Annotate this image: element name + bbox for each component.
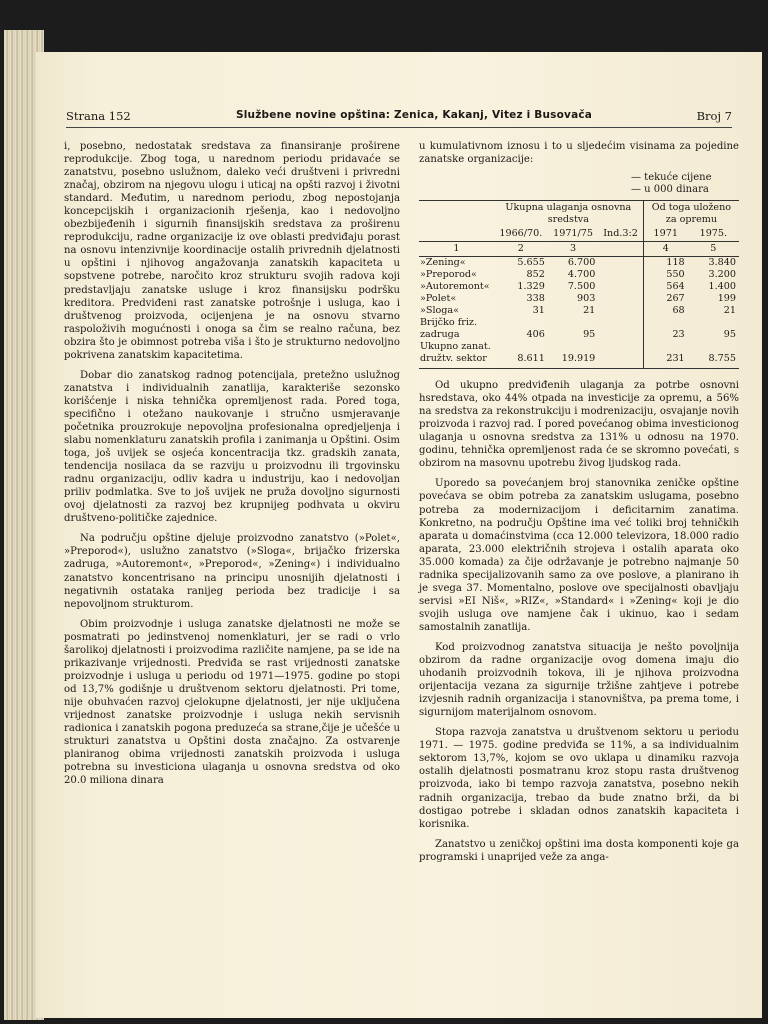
- cell: 550: [643, 269, 687, 281]
- row-label: družtv. sektor: [419, 353, 494, 369]
- cell: 231: [643, 353, 687, 369]
- cell: 903: [576, 293, 596, 305]
- cell: [598, 269, 643, 281]
- cell: 68: [643, 305, 687, 317]
- row-label: »Sloga«: [420, 305, 460, 317]
- cell: 8.611: [494, 353, 548, 369]
- group-header: Od toga uloženo za opremu: [643, 201, 739, 228]
- paragraph: Stopa razvoja zanatstva u društvenom sektoru u periodu 1971. — 1975. godine predviđa se 11%, a sa individualnim sektorom 13,7%, kojom se ovo uklapa u dinamiku razvoja ostalih djelatnosti posmatranu kroz stopu rasta društvenog proizvoda, iako bi tempo razvoja zanatstva, posebno nekih radnih organizacija, trebao da bude znatno brži, da bi dostigao potrebe i skladan odnos zanatskih kapaciteta i korisnika.: [419, 727, 739, 830]
- cell: [548, 317, 598, 329]
- paragraph: Uporedo sa povećanjem broj stanovnika zeničke opštine povećava se obim potreba za zanatskim uslugama, posebno potreba za modernizacijom i deficitarnim zanatima. Konkretno, na području Opštine ima već toliki broj tehničkih aparata u domaćinstvima (cca 12.000 televizora, 18.000 radio aparata, 23.000 električnih strojeva i ostalih aparata oko 35.000 komada) za čije održavanje je potrebno najmanje 50 radnika specijalizovanih samo za ove poslove, a planirano ih je svega 37. Momentalno, poslove ove specijalnosti obavljaju servisi »EI Niš«, »RIZ«, »Standard« i »Zening« koji je dio svojih usluga ove namjene čak i ukinuo, kao i sedam samostalnih zanatlija.: [419, 478, 739, 633]
- cell: 3.200: [708, 269, 736, 281]
- column-number: 2: [494, 242, 548, 257]
- right-column: [419, 140, 739, 871]
- sub-header: 1966/70.: [499, 228, 543, 240]
- left-column: [64, 140, 400, 794]
- table-row: [419, 341, 739, 353]
- table-row: [419, 269, 739, 281]
- row-label: »Autoremont«: [420, 281, 490, 293]
- sub-header: 1971: [643, 227, 687, 242]
- cell: 8.755: [688, 353, 739, 369]
- table-row: [419, 329, 739, 341]
- cell: [494, 341, 548, 353]
- table-units-note: [419, 172, 739, 196]
- column-number-blank: [598, 242, 643, 257]
- group-header: Ukupna ulaganja osnovna sredstva: [494, 201, 644, 228]
- cell: [494, 317, 548, 329]
- cell: [598, 353, 643, 369]
- paragraph: Od ukupno predviđenih ulaganja za potrbe osnovni hsredstava, oko 44% otpada na investicije za opremu, a 56% na sredstva za rekonstrukciju i modrenizaciju, osvajanje novih proizvoda i razvoj rad. I pored povećanog obima investicionog ulaganja u osnovna sredstva za 131% u odnosu na 1970. godinu, tehnička opremljenost rada će se skromno povećati, s obzirom na masovnu upotrebu živog ljudskog rada.: [419, 380, 739, 470]
- cell: [688, 341, 739, 353]
- paragraph: Kod proizvodnog zanatstva situacija je nešto povoljnija obzirom da radne organizacije ovog domena imaju dio uhodanih proizvodnih tokova, ili je njihova proizvodna orijentacija vezana za sigurnije tržišne zahtjeve i potrebe izvjesnih radnih organizacija i stanovništva, pa prema tome, i sigurnijom materijalnom osnovom.: [419, 641, 739, 719]
- cell: [688, 317, 739, 329]
- cell: 95: [583, 329, 596, 341]
- cell: 267: [643, 293, 687, 305]
- table-row: [419, 353, 739, 369]
- row-label: Brijčko friz.: [420, 317, 478, 329]
- cell: 23: [643, 329, 687, 341]
- units-line: — u 000 dinara: [631, 184, 709, 196]
- table-row: [419, 305, 739, 317]
- cell: 1.329: [517, 281, 545, 293]
- issue-number: Broj 7: [696, 109, 732, 123]
- table-intro: u kumulativnom iznosu i to u sljedećim visinama za pojedine zanatske organizacije:: [419, 141, 739, 166]
- units-line: — tekuće cijene: [631, 172, 712, 184]
- paragraph: Zanatstvo u zeničkoj opštini ima dosta komponenti koje ga programski i unaprijed veže za anga-: [419, 838, 739, 863]
- cell: [598, 341, 643, 353]
- table-row: [419, 317, 739, 329]
- cell: 118: [643, 257, 687, 270]
- cell: 31: [532, 305, 545, 317]
- table-row: [419, 281, 739, 293]
- cell: 4.700: [567, 269, 596, 281]
- page-number: Strana 152: [66, 109, 131, 123]
- cell: 852: [526, 269, 545, 281]
- cell: 21: [723, 305, 736, 317]
- row-label: Ukupno zanat.: [420, 341, 491, 353]
- sub-header: 1975.: [699, 228, 728, 240]
- page-header: [66, 107, 732, 128]
- paragraph: i, posebno, nedostatak sredstava za finansiranje proširene reprodukcije. Zbog toga, u narednom periodu pridavaće se zanatstvu, posebno uslužnom, daleko veći društveni i privredni značaj, obzirom na njegovu ulogu i uticaj na opšti razvoj i životni standard. Međutim, u narednom periodu, zbog nepostojanja koncepcijskih i organizacionih rješenja, kao i nedovoljno obezbijeđenih i sigurnih finansijskih sredstava za proširenu reprodukciju, radne organizacije iz ove oblasti predviđaju porast na osnovu intenzivnije koordinacije ostalih privrednih djelatnosti u opštini i njihovog angažovanja zanatskih kapaciteta u sopstvene potrebe, naročito kroz strukturu svojih radova koji predstavljaju zanatske usluge i kroz finansijsku podršku kreditora. Predviđeni rast zanatske potrošnje i usluga, kao i društvenog proizvoda, ocijenjena je na osnovu stvarno raspoloživih mogućnosti i onoga sa čim se realno računa, bez obzira što je obimnost potreba viša i što je strukturno nedovoljno pokrivena zanatskim kapacitetima.: [64, 141, 400, 361]
- column-number: 1: [419, 242, 494, 257]
- column-number: 5: [688, 242, 739, 257]
- cell: 338: [526, 293, 545, 305]
- cell: 21: [583, 305, 596, 317]
- sub-header: Ind.3:2: [603, 228, 638, 240]
- investment-table: [419, 200, 739, 369]
- cell: 1.400: [708, 281, 736, 293]
- cell: [548, 341, 598, 353]
- column-number: 3: [548, 242, 598, 257]
- cell: [643, 317, 687, 329]
- cell: [598, 305, 643, 317]
- cell: 3.840: [708, 257, 736, 269]
- cell: [598, 257, 643, 270]
- row-label: »Preporod«: [420, 269, 477, 281]
- cell: [598, 293, 643, 305]
- row-label: »Zening«: [420, 257, 466, 269]
- cell: 19.919: [548, 353, 598, 369]
- table-row: [419, 257, 739, 270]
- table-corner: [419, 201, 494, 242]
- table-row: [419, 293, 739, 305]
- publication-title: Službene novine opština: Zenica, Kakanj, Vitez i Busovača: [236, 109, 593, 121]
- paragraph: Dobar dio zanatskog radnog potencijala, pretežno uslužnog zanatstva i individualnih zanatlija, karakteriše sezonsko korišćenje i niska tehnička opremljenost rada. Pored toga, specifično i otežano naukovanje i stručno usmjeravanje početnika prouzrokuje nepovoljna profesionalna opredjeljenja i slabu nomenklaturu zanatskih profila i zanimanja u Opštini. Osim toga, još uvijek se osjeća koncentracija tkz. gradskih zanata, tendencija nosilaca da se razviju u proizvodnu ili trgovinsku radnu organizaciju, odliv kadra u industriju, kao i nedovoljan priliv podmlatka. Sve to još uvijek ne pruža dovoljno sigurnosti ovoj djelatnosti za razvoj bez krupnijeg podhvata u okviru društveno-političke zajednice.: [64, 369, 400, 525]
- cell: [598, 329, 643, 341]
- paragraph: Obim proizvodnje i usluga zanatske djelatnosti ne može se posmatrati po jedinstvenoj nomenklaturi, jer se radi o vrlo šarolikoj djelatnosti i proizvodima različite namjene, pa se ide na prikazivanje vrijednosti. Predviđa se rast vrijednosti zanatske proizvodnje i usluga u periodu od 1971—1975. godine po stopi od 13,7% godišnje u društvenom sektoru djelatnosti. Pri tome, nije obuhvaćen razvoj cjelokupne djelatnosti, jer nije uključena vrijednost zanatske proizvodnje i usluga nekih servisnih radionica i zanatskih pogona preduzeća sa strane,čije je učešće u strukturi zanatstva u Opštini dosta značajno. Za ostvarenje planiranog obima vrijednosti zanatskih proizvoda i usluga potrebna su investiciona ulaganja u osnovna sredstva od oko 20.0 miliona dinara: [64, 618, 400, 787]
- cell: [598, 281, 643, 293]
- cell: 199: [717, 293, 736, 305]
- cell: [598, 317, 643, 329]
- sub-header: 1971/75: [553, 228, 593, 240]
- row-label: zadruga: [420, 329, 460, 341]
- paragraph: Na području opštine djeluje proizvodno zanatstvo (»Polet«, »Preporod«), uslužno zanatstvo (»Sloga«, brijačko frizerska zadruga, »Autoremont«, »Preporod«, »Zening«) i individualno zanatstvo koncentrisano na principu unosnijih djelatnosti i negativnih ostataka ranijeg perioda bez tradicije i sa nepovoljnom strukturom.: [64, 533, 400, 610]
- column-number: 4: [643, 242, 687, 257]
- cell: 564: [643, 281, 687, 293]
- cell: 6.700: [567, 257, 596, 269]
- cell: 406: [526, 329, 545, 341]
- document-page: [36, 52, 762, 1018]
- cell: 7.500: [567, 281, 596, 293]
- cell: 5.655: [517, 257, 545, 269]
- cell: 95: [723, 329, 736, 341]
- row-label: »Polet«: [420, 293, 457, 305]
- cell: [643, 341, 687, 353]
